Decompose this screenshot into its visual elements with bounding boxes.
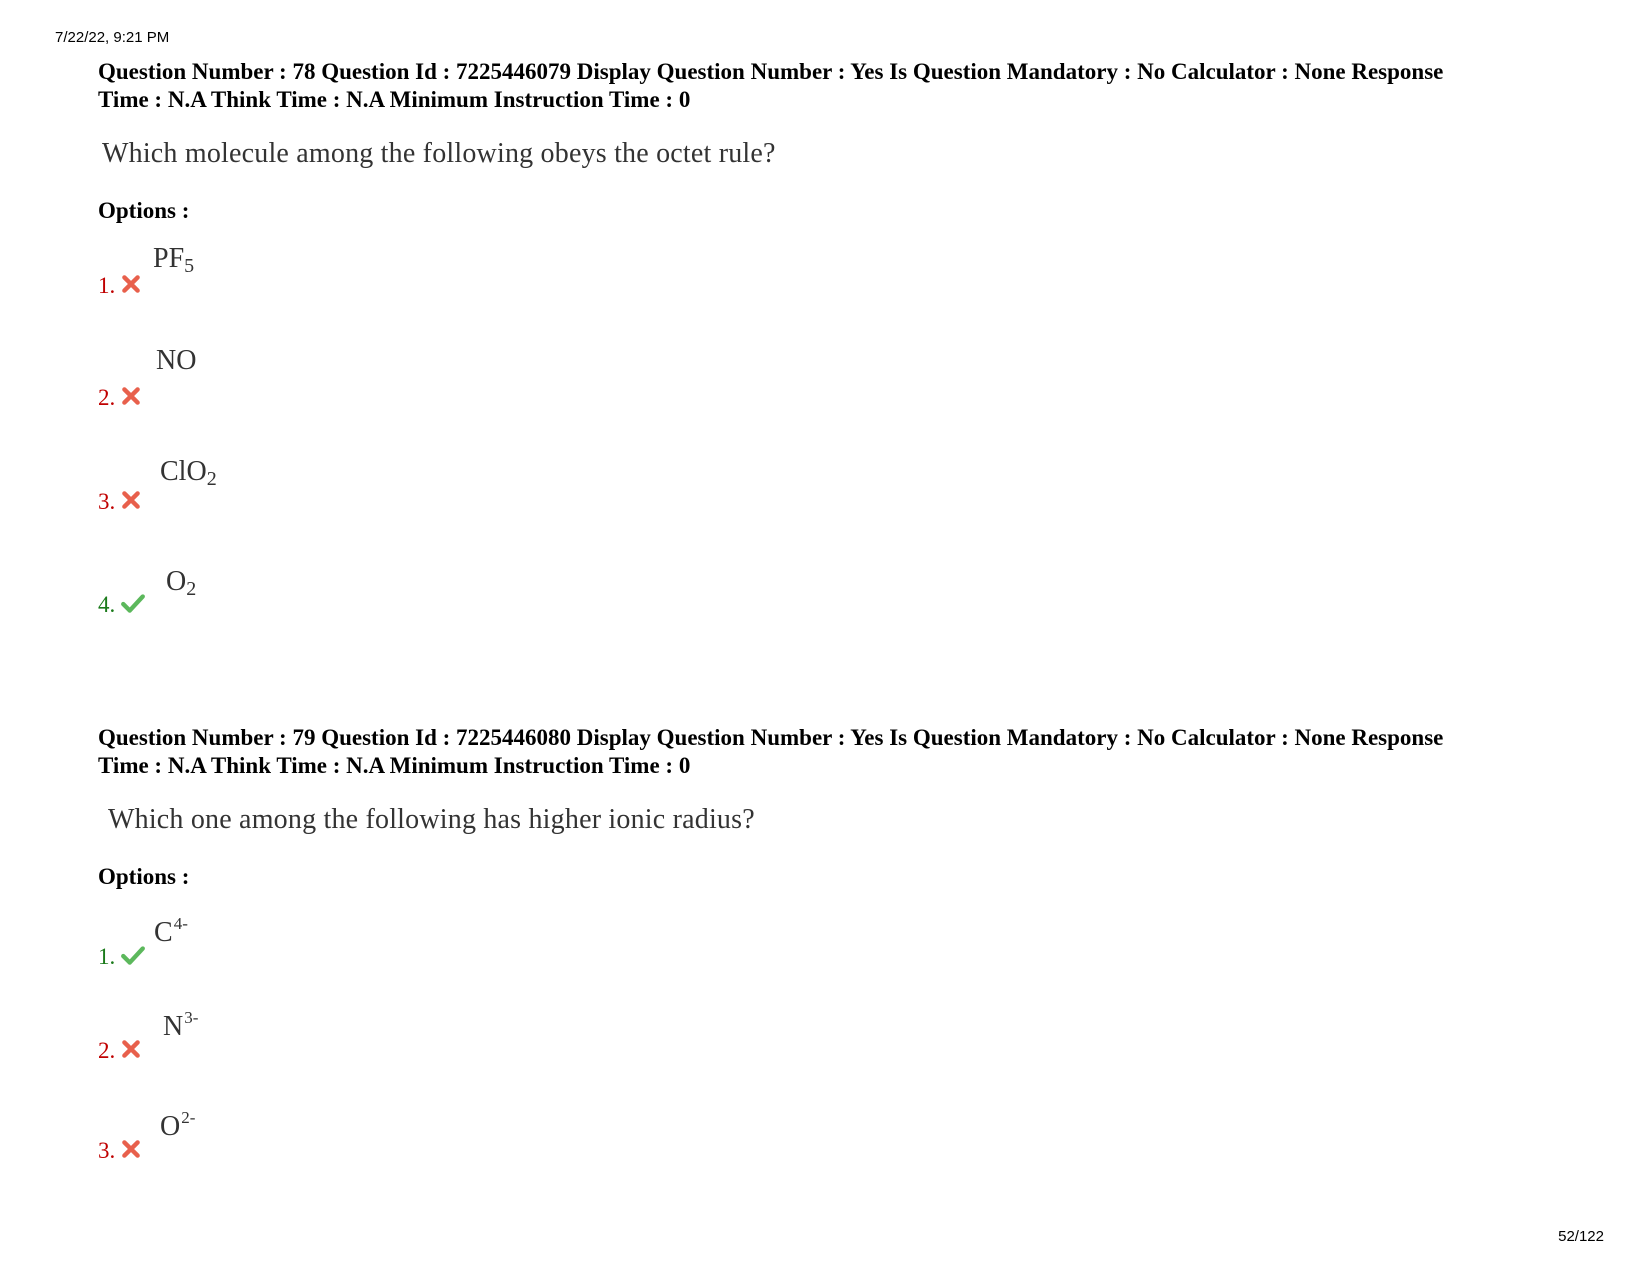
print-datetime: 7/22/22, 9:21 PM (55, 29, 170, 46)
question-text: Which molecule among the following obeys the octet rule? (102, 138, 776, 169)
option-item (98, 1108, 498, 1168)
option-formula: $PF_5$ (153, 243, 195, 277)
question-text: Which one among the following has higher ionic radius? (108, 804, 755, 835)
option-formula: $O_2$ (166, 566, 197, 600)
options-label: Options : (98, 864, 190, 889)
check-icon (120, 592, 146, 614)
option-formula: $O^{2-}$ (160, 1108, 196, 1142)
question-meta-line: Time : N.A Think Time : N.A Minimum Instruction Time : 0 (98, 753, 691, 778)
option-formula: NO (156, 345, 197, 376)
option-number: 4. (98, 592, 116, 617)
option-formula: ClO$_2$ (160, 456, 217, 490)
question-block (98, 58, 1588, 617)
cross-icon (120, 489, 142, 511)
option-item (98, 566, 498, 626)
question-meta-line: Question Number : 78 Question Id : 7225446079 Display Question Number : Yes Is Question Mandatory : No Calculator : None Response (98, 59, 1444, 84)
option-item (98, 243, 498, 303)
option-item (98, 1008, 498, 1068)
question-block (98, 724, 1588, 1163)
option-number: 2. (98, 1038, 116, 1063)
option-item (98, 914, 498, 974)
option-number: 1. (98, 944, 116, 969)
question-meta-line: Question Number : 79 Question Id : 7225446080 Display Question Number : Yes Is Question Mandatory : No Calculator : None Response (98, 725, 1444, 750)
question-meta-line: Time : N.A Think Time : N.A Minimum Instruction Time : 0 (98, 87, 691, 112)
option-formula: $N^{3-}$ (163, 1008, 199, 1042)
cross-icon (120, 273, 142, 295)
options-label: Options : (98, 198, 190, 223)
option-item (98, 345, 498, 410)
option-item (98, 456, 498, 516)
cross-icon (120, 1138, 142, 1160)
option-number: 3. (98, 489, 116, 514)
option-number: 2. (98, 385, 116, 410)
option-formula: $C^{4-}$ (154, 914, 188, 948)
check-icon (120, 944, 146, 966)
option-number: 1. (98, 273, 116, 298)
cross-icon (120, 1038, 142, 1060)
page-number: 52/122 (1558, 1228, 1604, 1245)
option-number: 3. (98, 1138, 116, 1163)
cross-icon (120, 385, 142, 407)
